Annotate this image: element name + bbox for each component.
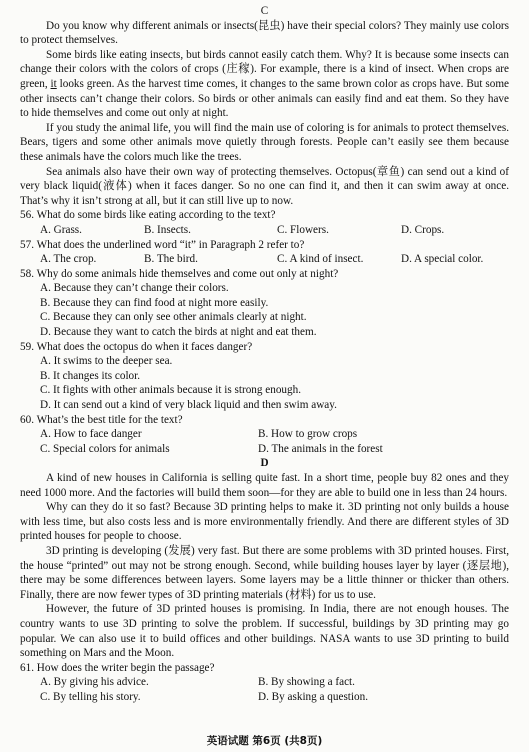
option: A. By giving his advice.	[40, 676, 149, 689]
option: B. Insects.	[144, 223, 191, 236]
passage-c-paragraph: Sea animals also have their own way of protecting themselves. Octopus(章鱼) can send out a kind of very black liquid(液体) when it faces danger. So no one can find it, and then it can swim away at once. That’s why it isn’t strong at all, but it can still live up to now.	[20, 165, 509, 207]
passage-d-paragraph: Why can they do it so fast? Because 3D printing helps to make it. 3D printing not only builds a house with less time, but also costs less and is more environmentally friendly. And there are different styles of 3D printed houses for people to choose.	[20, 501, 509, 543]
option: C. It fights with other animals because it is strong enough.	[40, 384, 301, 397]
option: B. It changes its color.	[40, 369, 141, 382]
question-59: 59. What does the octopus do when it faces danger?	[20, 340, 253, 353]
question-57-options	[20, 252, 509, 267]
option: C. A kind of insect.	[277, 253, 364, 266]
section-c-title: C	[260, 5, 269, 17]
underlined-word: it	[50, 77, 57, 90]
question-56: 56. What do some birds like eating according to the text?	[20, 209, 276, 222]
question-61-options	[20, 690, 509, 705]
option: A. Grass.	[40, 223, 82, 236]
option: B. Because they can find food at night more easily.	[40, 296, 269, 309]
passage-d-paragraph: A kind of new houses in California is selling quite fast. In a short time, people buy 82 ones and they need 1000 more. And the factories will build them soon—for they are able to build one in less than 24 hours.	[20, 472, 509, 499]
option: A. How to face danger	[40, 428, 142, 441]
option: D. It can send out a kind of very black liquid and then swim away.	[40, 399, 337, 412]
option: B. By showing a fact.	[258, 676, 355, 689]
option: D. Crops.	[401, 223, 445, 236]
section-d-title: D	[260, 457, 269, 470]
passage-d-paragraph: 3D printing is developing (发展) very fast. But there are some problems with 3D printed houses. First, the house “printed” out may not be strong enough. Second, while building houses layer by layer (逐层地), there may be some differences between layers. Some layers may be a little thinner or thicker than others. Finally, there are now fewer types of 3D printing materials (材料) for us to use.	[20, 544, 509, 601]
page-footer: 英语试题 第6页 (共8页)	[206, 735, 323, 747]
option: D. The animals in the forest	[258, 442, 383, 455]
question-58: 58. Why do some animals hide themselves and come out only at night?	[20, 267, 339, 280]
question-61: 61. How does the writer begin the passage?	[20, 661, 215, 674]
question-56-options	[20, 223, 509, 238]
question-57: 57. What does the underlined word “it” in Paragraph 2 refer to?	[20, 238, 305, 251]
passage-c-paragraph: Do you know why different animals or insects(昆虫) have their special colors? They mainly use colors to protect themselves.	[20, 19, 509, 47]
question-60: 60. What’s the best title for the text?	[20, 413, 183, 426]
option: D. A special color.	[401, 253, 484, 266]
passage-c-paragraph: Some birds like eating insects, but birds cannot easily catch them. Why? It is because some insects can change their colors with the colors of crops (庄稼). For example, there is a kind of insect. When crops are green, it looks green. As the harvest time comes, it changes to the same brown color as crops have. But some other insects can’t change their colors. So birds or other animals can easily find and eat them. So they have to hide themselves and come out only at night.	[20, 48, 509, 120]
option: A. It swims to the deeper sea.	[40, 355, 173, 368]
option: C. Special colors for animals	[40, 442, 170, 455]
option: C. Flowers.	[277, 223, 329, 236]
passage-c-paragraph: If you study the animal life, you will find the main use of coloring is for animals to protect themselves. Bears, tigers and some other animals move quietly through forests. People can’t easily see them because these animals have the colors much like the trees.	[20, 121, 509, 163]
option: C. Because they can only see other animals clearly at night.	[40, 311, 307, 324]
passage-d-paragraph: However, the future of 3D printed houses is promising. In India, there are not enough houses. The country wants to use 3D printing to solve the problem. If successful, buildings by 3D printing may go popular. We can also use it to build offices and other buildings. NASA wants to use 3D printing to build something on Mars and the Moon.	[20, 603, 509, 660]
option: D. Because they want to catch the birds at night and eat them.	[40, 326, 317, 339]
option: C. By telling his story.	[40, 690, 141, 703]
option: B. The bird.	[144, 253, 198, 266]
option: A. The crop.	[40, 253, 97, 266]
option: B. How to grow crops	[258, 428, 358, 441]
question-60-options	[20, 442, 509, 457]
option: A. Because they can’t change their colors.	[40, 282, 229, 295]
question-61-options	[20, 675, 509, 690]
question-60-options	[20, 427, 509, 442]
option: D. By asking a question.	[258, 690, 369, 703]
